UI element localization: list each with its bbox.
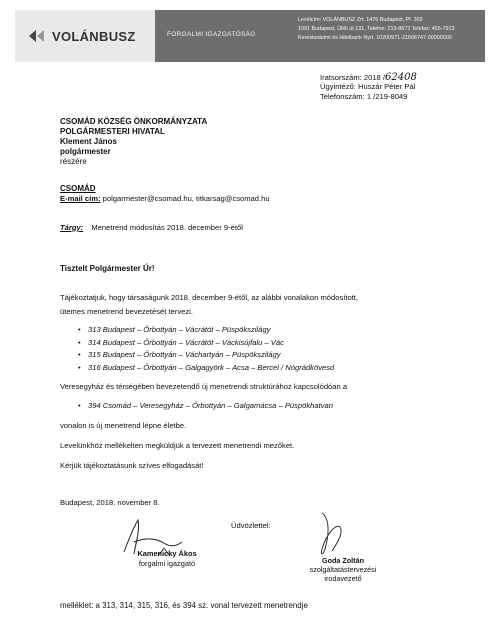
addressee-title: polgármester [60,147,111,156]
addressee-block [60,117,207,167]
handwritten-file-number: 62408 [385,72,417,83]
phone-number: Telefonszám: 1 /219-8049 [320,91,408,101]
signatory-title: szolgáltatástervezési [309,565,377,575]
letterhead-address [298,16,455,43]
paragraph: Levelünkhöz mellékelten megküldjük a tervezett menetrendi mezőket. [60,441,295,450]
right-signature [310,505,360,560]
signatory-title: irodavezető [324,574,362,584]
list-item: • 314 Budapest – Őrbottyán – Vácrátót – Váckisújfalu – Vác [78,337,334,350]
signatory-name: Goda Zoltán [322,556,364,565]
greeting: Üdvözlettel: [231,521,271,530]
subject-label: Tárgy: [60,223,84,232]
addressee-name: Klement János [60,137,117,146]
list-item: • 315 Budapest – Őrbottyán – Váchartyán – Püspökszilágy [78,349,334,362]
address-line: Levélcím: VOLÁNBUSZ Zrt. 1476 Budapest, Pf. 302 [298,17,423,23]
list-item: • 316 Budapest – Őrbottyán – Galgagyörk – Acsa – Bercel / Nógrádkövesd [78,362,334,375]
email-value: polgarmester@csomad.hu, titkarsag@csomad.hu [102,194,270,203]
arrow-logo-icon [27,29,47,43]
route-list [78,324,334,374]
file-number: Iratsorszám: 2018 /62408 [320,72,417,83]
list-item: • 394 Csomád – Veresegyház – Őrbottyán – Galgamácsa – Püspökhatvan [78,400,333,413]
place-heading: CSOMÁD [60,184,96,193]
signatory-title: forgalmi igazgató [138,558,196,568]
reference-block [320,73,417,101]
signatory-name: Kamenicky Ákos [137,549,197,558]
case-officer: Ügyintéző: Huszár Péter Pál [320,82,416,92]
department-name: FORGALMI IGAZGATÓSÁG [167,31,256,38]
subject-text: Menetrend módosítás 2018. december 9-étől [91,223,243,232]
right-signatory [298,556,388,584]
letter-date: Budapest, 2018. november 8. [60,498,160,507]
paragraph-line: Tájékoztatjuk, hogy társaságunk 2018. december 9-étől, az alábbi vonalakon módosított, [60,293,359,302]
volanbusz-logo [15,10,155,62]
email-row [60,193,270,205]
left-signatory [122,549,212,568]
paragraph: vonalon is új menetrend lépne életbe. [60,421,187,430]
letterhead [15,10,485,62]
address-line: 1091 Budapest, Üllői út 131, Telefon: 219-8672 Telefax: 455-7913 [298,26,455,32]
email-label: E-mail cím: [60,194,101,203]
paragraph-line: ütemes menetrend bevezetését tervezi. [60,307,193,316]
paragraph: Kérjük tájékoztatásunk szíves elfogadását! [60,461,204,470]
addressee-line: CSOMÁD KÖZSÉG ÖNKORMÁNYZATA [60,117,208,126]
attachment-note: melléklet: a 313, 314, 315, 316, és 394 sz. vonal tervezett menetrendje [60,601,308,610]
addressee-line: POLGÁRMESTERI HIVATAL [60,127,165,136]
subject-row [60,222,243,234]
salutation: Tisztelt Polgármester Úr! [60,264,155,273]
address-line: Kereskedelmi és Hitelbank Nyrt. 10200971-21606747-00000000 [298,35,452,41]
paragraph: Veresegyház és térségében bevezetendő új menetrendi struktúrához kapcsolódóan a [60,382,348,391]
list-item: • 313 Budapest – Őrbottyán – Vácrátót – Püspökszilágy [78,324,334,337]
new-route-list [78,400,333,413]
addressee-note: részére [60,157,87,166]
brand-name: VOLÁNBUSZ [52,28,136,44]
